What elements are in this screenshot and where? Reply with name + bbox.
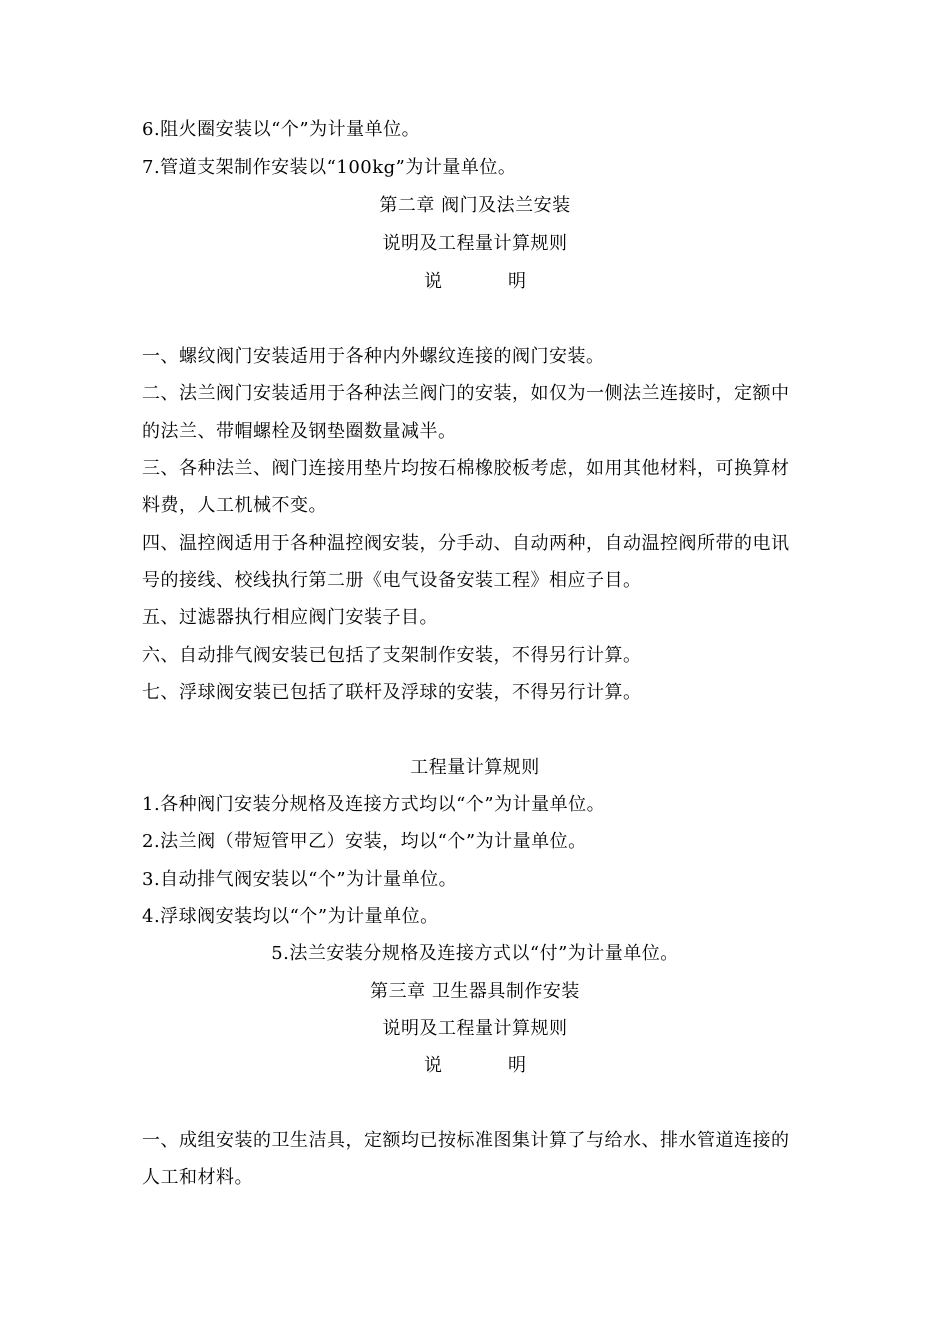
chapter-2-title: 第二章 阀门及法兰安装: [379, 195, 571, 216]
chapter-2-item: 二、法兰阀门安装适用于各种法兰阀门的安装，如仅为一侧法兰连接时，定额中: [142, 383, 790, 404]
chapter-2-item: 七、浮球阀安装已包括了联杆及浮球的安装，不得另行计算。: [142, 682, 642, 703]
rule-line: 4.浮球阀安装均以“个”为计量单位。: [142, 906, 439, 927]
chapter-2-item: 一、螺纹阀门安装适用于各种内外螺纹连接的阀门安装。: [142, 346, 605, 367]
chapter-3-item-continued: 人工和材料。: [142, 1167, 253, 1188]
rule-line-indented: 5.法兰安装分规格及连接方式以“付”为计量单位。: [271, 943, 679, 964]
rule-line-6: 6.阻火圈安装以“个”为计量单位。: [142, 119, 421, 140]
chapter-2-item-continued: 料费，人工机械不变。: [142, 495, 327, 516]
chapter-2-item: 六、自动排气阀安装已包括了支架制作安装，不得另行计算。: [142, 645, 642, 666]
chapter-2-item-continued: 号的接线、校线执行第二册《电气设备安装工程》相应子目。: [142, 570, 642, 591]
rule-line: 1.各种阀门安装分规格及连接方式均以“个”为计量单位。: [142, 794, 606, 815]
chapter-2-item: 五、过滤器执行相应阀门安装子目。: [142, 607, 438, 628]
explanation-heading-char-1: 说: [424, 1055, 442, 1076]
chapter-2-subtitle: 说明及工程量计算规则: [382, 233, 568, 254]
chapter-2-item: 三、各种法兰、阀门连接用垫片均按石棉橡胶板考虑，如用其他材料，可换算材: [142, 458, 790, 479]
chapter-3-title: 第三章 卫生器具制作安装: [370, 981, 580, 1002]
chapter-3-explanation-heading: [0, 1054, 950, 1078]
explanation-heading-char-2: 明: [508, 1055, 526, 1076]
explanation-heading-char-1: 说: [424, 271, 442, 292]
rule-line-7: 7.管道支架制作安装以“100kg”为计量单位。: [142, 157, 517, 178]
rule-line: 2.法兰阀（带短管甲乙）安装，均以“个”为计量单位。: [142, 831, 587, 852]
chapter-3-subtitle: 说明及工程量计算规则: [382, 1018, 568, 1039]
chapter-2-item: 四、温控阀适用于各种温控阀安装，分手动、自动两种，自动温控阀所带的电讯: [142, 533, 790, 554]
rule-line: 3.自动排气阀安装以“个”为计量单位。: [142, 869, 458, 890]
chapter-3-item: 一、成组安装的卫生洁具，定额均已按标准图集计算了与给水、排水管道连接的: [142, 1130, 790, 1151]
rules-title: 工程量计算规则: [410, 757, 540, 778]
explanation-heading-char-2: 明: [508, 271, 526, 292]
chapter-2-explanation-heading: [0, 270, 950, 294]
chapter-2-item-continued: 的法兰、带帽螺栓及钢垫圈数量减半。: [142, 421, 457, 442]
